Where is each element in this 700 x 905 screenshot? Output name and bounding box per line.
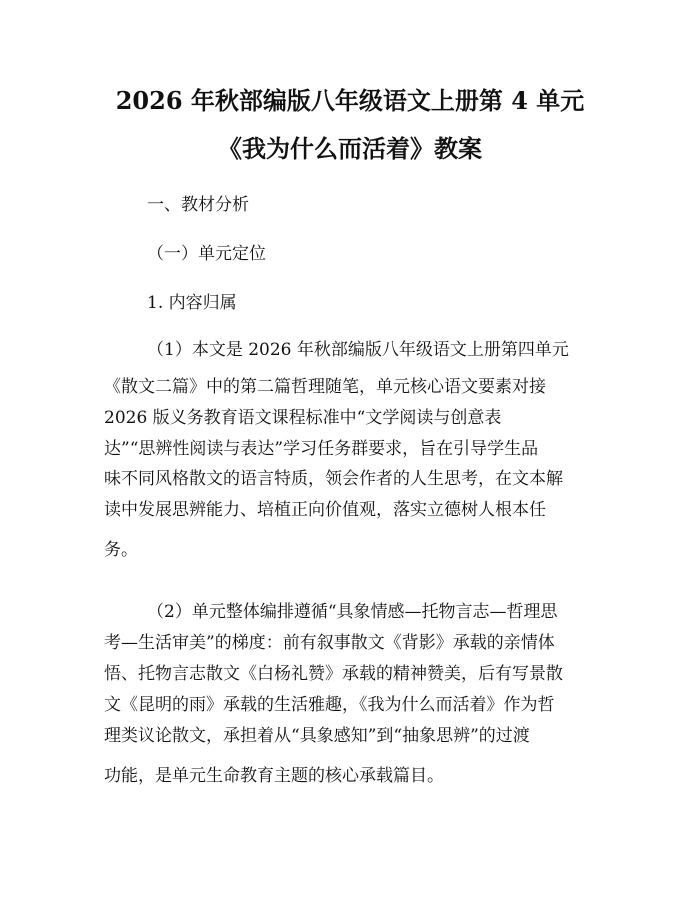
- paragraph-line: 味不同风格散文的语言特质，领会作者的人生思考，在文本解: [104, 469, 563, 489]
- paragraph-line: 务。: [104, 540, 138, 560]
- paragraph-line: 悟、托物言志散文《白杨礼赞》承载的精神赞美，后有写景散: [104, 664, 563, 684]
- paragraph-line: 理类议论散文，承担着从“具象感知”到“抽象思辨”的过渡: [104, 726, 530, 746]
- paragraph-line: 读中发展思辨能力、培植正向价值观，落实立德树人根本任: [104, 500, 546, 520]
- paragraph-line: 功能，是单元生命教育主题的核心承载篇目。: [104, 766, 444, 786]
- item-heading-content-belonging: 1. 内容归属: [147, 293, 237, 313]
- paragraph-line: 《散文二篇》中的第二篇哲理随笔，单元核心语文要素对接: [104, 377, 546, 397]
- section-heading-textbook-analysis: 一、教材分析: [147, 195, 249, 215]
- paragraph-line: （1）本文是 2026 年秋部编版八年级语文上册第四单元: [147, 340, 569, 360]
- document-title-line-2: 《我为什么而活着》教案: [218, 134, 482, 163]
- paragraph-line: 考—生活审美”的梯度：前有叙事散文《背影》承载的亲情体: [104, 633, 555, 653]
- paragraph-line: 文《昆明的雨》承载的生活雅趣，《我为什么而活着》作为哲: [104, 695, 555, 715]
- paragraph-line: 达”“思辨性阅读与表达”学习任务群要求，旨在引导学生品: [104, 439, 539, 459]
- document-title-line-1: 2026 年秋部编版八年级语文上册第 4 单元: [115, 86, 585, 115]
- paragraph-line: （2）单元整体编排遵循“具象情感—托物言志—哲理思: [147, 602, 558, 622]
- subsection-heading-unit-positioning: （一）单元定位: [147, 244, 266, 264]
- paragraph-line: 2026 版义务教育语文课程标准中“文学阅读与创意表: [104, 408, 502, 428]
